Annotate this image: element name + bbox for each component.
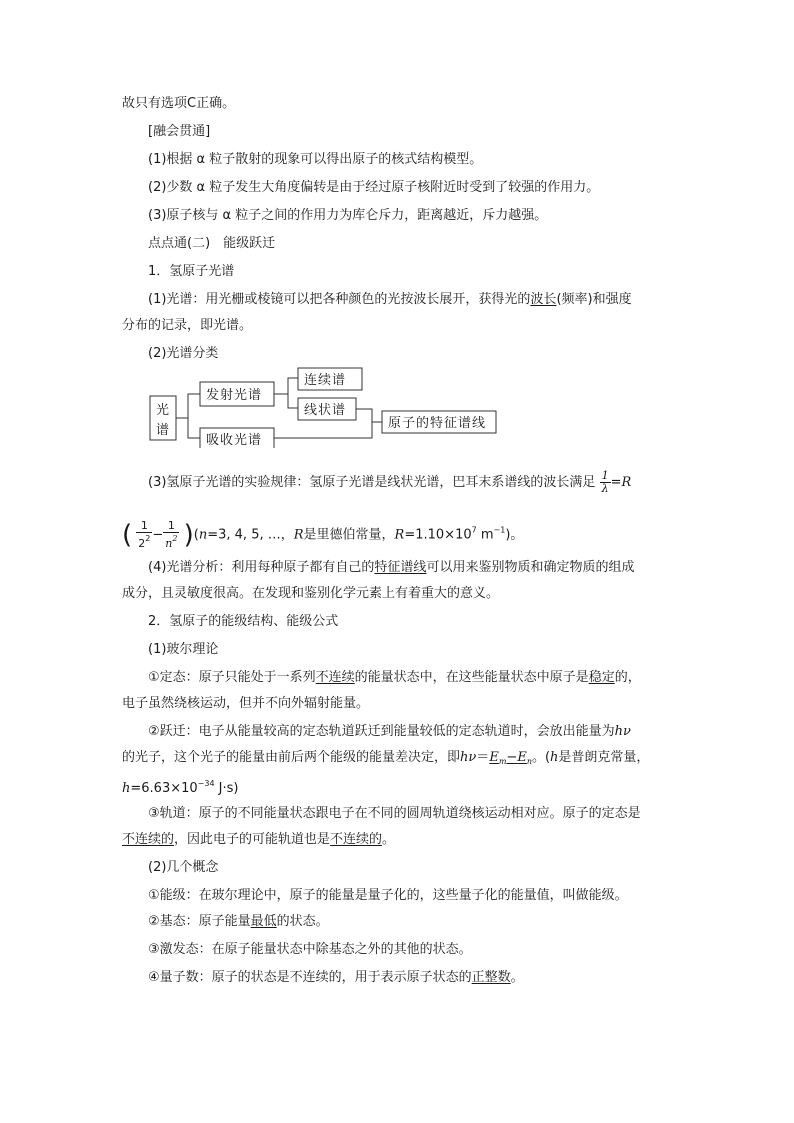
spectrum-definition-line-1 — [148, 290, 632, 310]
planck-unit: J·s) — [214, 781, 239, 796]
transition-line-3 — [122, 774, 239, 799]
quantum-text-b: 。 — [510, 970, 524, 985]
section-title: 点点通(二) 能级跃迁 — [148, 236, 276, 251]
root-to-absorption-connector — [188, 418, 200, 438]
subsection-1-title: 1．氢原子光谱 — [148, 264, 235, 279]
analysis-text-a: (4)光谱分析：利用每种原子都有自己的 — [148, 560, 375, 575]
spectrum-def-text-b: (频率)和强度 — [556, 292, 632, 307]
energy-level-definition: ①能级：在玻尔理论中，原子的能量是量子化的，这些量子化的能量值，叫做能级。 — [148, 888, 628, 903]
rydberg-text: 是里德伯常量， — [303, 527, 395, 543]
quantum-number-definition — [148, 968, 524, 988]
ground-text-b: 的状态。 — [276, 914, 329, 929]
planck-symbol-2: h — [122, 781, 131, 796]
photon-energy-symbol: hν — [614, 724, 631, 739]
one-over-n-squared — [163, 520, 179, 550]
subsection-2-title: 2．氢原子的能级结构、能级公式 — [148, 614, 339, 629]
experimental-law-line-1 — [148, 470, 631, 495]
frac1-denominator-base: 2 — [138, 537, 146, 550]
orbit-underlined-1: 不连续的 — [122, 832, 175, 847]
open-paren: ( — [122, 520, 133, 550]
rydberg-exponent: 7 — [471, 525, 477, 535]
rydberg-symbol-2: R — [293, 527, 304, 543]
analysis-line-2: 成分，且灵敏度很高。在发现和鉴别化学元素上有着重大的意义。 — [122, 586, 500, 601]
n-values: =3, 4, 5, …， — [207, 527, 294, 543]
transition-note-text: 是普朗克常量， — [558, 750, 650, 765]
stationary-line-1 — [148, 668, 641, 688]
analysis-line-1 — [148, 558, 634, 578]
transition-equals: ＝ — [476, 750, 490, 765]
paren-open-small: ( — [193, 527, 199, 543]
transition-note-open: 。( — [531, 750, 551, 765]
n-symbol: n — [198, 527, 208, 543]
energy-m-subscript: m — [498, 757, 507, 766]
ground-state-definition — [148, 912, 329, 932]
transition-line-2 — [122, 748, 649, 772]
orbit-line-2 — [122, 830, 395, 850]
ground-text-a: ②基态：原子能量 — [148, 914, 251, 929]
inverse-lambda-fraction — [600, 470, 611, 495]
root-to-emission-connector — [176, 394, 200, 418]
orbit-text-mid: ，因此电子的可能轨道也是 — [174, 832, 331, 847]
photon-energy-symbol-2: hν — [460, 750, 477, 765]
summary-point-2: (2)少数 α 粒子发生大角度偏转是由于经过原子核附近时受到了较强的作用力。 — [148, 180, 600, 195]
inverse-lambda-denominator: λ — [601, 482, 609, 495]
energy-difference-underlined — [489, 750, 532, 765]
spectrum-definition-line-2: 分布的记录，即光谱。 — [122, 318, 253, 333]
quantum-underlined: 正整数 — [471, 970, 511, 985]
inverse-lambda-numerator: 1 — [601, 469, 609, 482]
ground-underlined: 最低 — [250, 914, 277, 929]
root-label-top: 光 — [156, 403, 171, 418]
analysis-text-b: 可以用来鉴别物质和确定物质的组成 — [426, 560, 635, 575]
frac2-denominator-base: n — [165, 537, 173, 550]
planck-symbol: h — [550, 750, 559, 765]
root-label-bottom: 谱 — [156, 423, 171, 438]
concepts-title: (2)几个概念 — [148, 860, 219, 875]
minus-sign: − — [152, 527, 164, 543]
continuous-label: 连续谱 — [304, 373, 347, 388]
one-over-two-squared — [136, 520, 152, 550]
transition-text-b: 的光子，这个光子的能量由前后两个能级的能量差决定，即 — [122, 750, 461, 765]
summary-heading: [融会贯通] — [148, 124, 211, 139]
planck-exponent: −34 — [197, 779, 215, 788]
close-paren-big: ) — [183, 520, 194, 550]
spectrum-def-underlined: 波长 — [530, 292, 557, 307]
stationary-text-b: 的能量状态中，在这些能量状态中原子是 — [354, 670, 589, 685]
frac2-numerator: 1 — [163, 520, 179, 533]
stationary-text-a: ①定态：原子只能处于一系列 — [148, 670, 316, 685]
line-to-characteristic-connector — [356, 409, 382, 422]
rydberg-symbol-3: R — [394, 527, 405, 543]
emission-to-continuous-connector — [274, 378, 298, 394]
orbit-text-end: 。 — [382, 832, 396, 847]
bohr-theory-title: (1)玻尔理论 — [148, 642, 219, 657]
experimental-law-line-2 — [122, 520, 523, 550]
emission-label: 发射光谱 — [206, 388, 263, 403]
rydberg-unit-exponent: −1 — [493, 525, 506, 535]
energy-m: E — [489, 750, 499, 765]
quantum-text-a: ④量子数：原子的状态是不连续的，用于表示原子状态的 — [148, 970, 472, 985]
spectrum-classification-diagram — [148, 364, 508, 448]
frac1-numerator: 1 — [136, 520, 152, 533]
emission-to-line-connector — [288, 394, 298, 408]
stationary-underlined-2: 稳定 — [588, 670, 615, 685]
rydberg-symbol: R — [621, 475, 632, 490]
frac2-exponent: 2 — [172, 534, 178, 543]
summary-point-3: (3)原子核与 α 粒子之间的作用力为库仑斥力，距离越近，斥力越强。 — [148, 208, 548, 223]
stationary-line-2: 电子虽然绕核运动，但并不向外辐射能量。 — [122, 696, 370, 711]
stationary-underlined-1: 不连续 — [315, 670, 355, 685]
frac2-denominator — [163, 533, 179, 550]
transition-line-1 — [148, 722, 631, 742]
transition-text-a: ②跃迁：电子从能量较高的定态轨道跃迁到能量较低的定态轨道时，会放出能量为 — [148, 724, 615, 739]
energy-minus: − — [506, 750, 518, 765]
answer-line: 故只有选项C正确。 — [122, 96, 236, 111]
spectrum-def-text-a: (1)光谱：用光栅或棱镜可以把各种颜色的光按波长展开，获得光的 — [148, 292, 531, 307]
rydberg-value: =1.10×10 — [404, 527, 472, 543]
energy-n: E — [517, 750, 527, 765]
stationary-text-c: 的， — [614, 670, 641, 685]
rydberg-unit: m — [476, 527, 494, 543]
equals-sign: = — [610, 475, 622, 490]
absorption-label: 吸收光谱 — [206, 433, 263, 448]
rydberg-close: )。 — [505, 527, 524, 543]
classification-title: (2)光谱分类 — [148, 346, 219, 361]
excited-state-definition: ③激发态：在原子能量状态中除基态之外的其他的状态。 — [148, 942, 472, 957]
summary-point-1: (1)根据 α 粒子散射的现象可以得出原子的核式结构模型。 — [148, 152, 483, 167]
energy-n-subscript: n — [526, 757, 532, 766]
frac1-exponent: 2 — [145, 534, 151, 543]
experimental-law-text: (3)氢原子光谱的实验规律：氢原子光谱是线状光谱，巴耳末系谱线的波长满足 — [148, 475, 596, 490]
characteristic-label: 原子的特征谱线 — [388, 416, 487, 431]
orbit-line-1: ③轨道：原子的不同能量状态跟电子在不同的圆周轨道绕核运动相对应。原子的定态是 — [148, 806, 641, 821]
planck-value: =6.63×10 — [130, 781, 198, 796]
frac1-denominator — [136, 533, 152, 550]
absorption-to-characteristic-connector — [274, 422, 372, 438]
analysis-underlined: 特征谱线 — [374, 560, 427, 575]
line-spectrum-label: 线状谱 — [304, 403, 347, 418]
orbit-underlined-2: 不连续的 — [330, 832, 383, 847]
